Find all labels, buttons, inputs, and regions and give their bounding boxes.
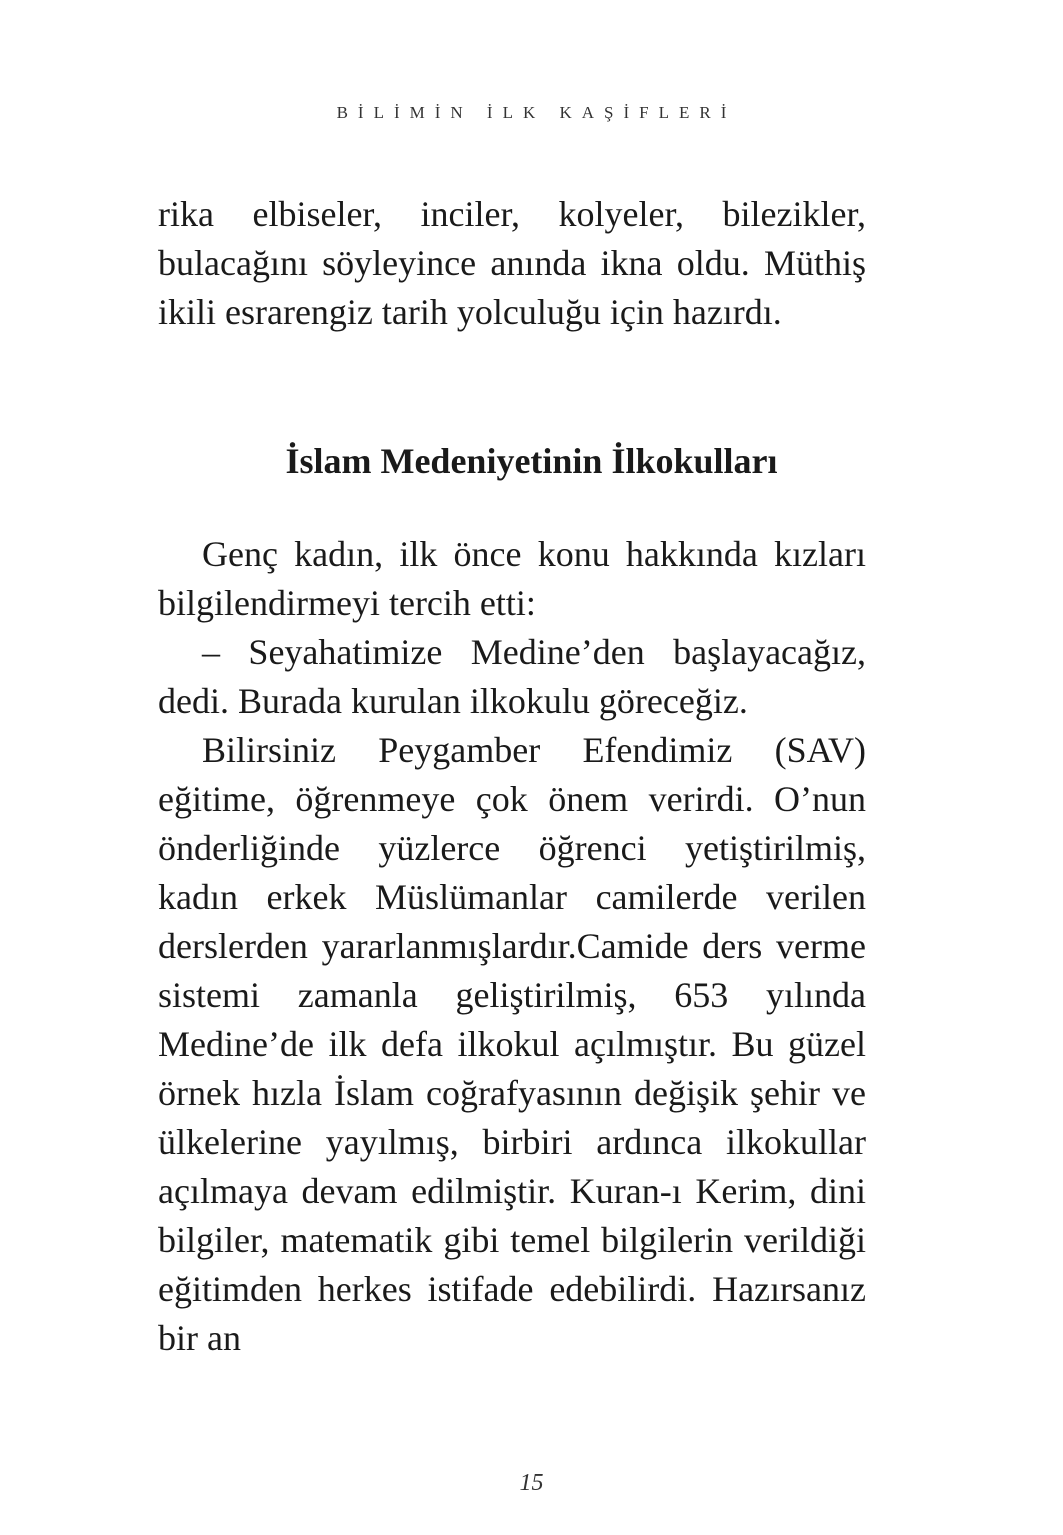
page-number: 15 (519, 1470, 544, 1496)
text-block-main (158, 530, 866, 1363)
running-header: BİLİMİN İLK KAŞİFLERİ (336, 103, 737, 122)
paragraph-dialogue: – Seyahatimize Medine’den başlayacağız, dedi. Burada kurulan ilkokulu göreceğiz. (158, 632, 866, 721)
section-title: İslam Medeniyetinin İlkokulları (285, 441, 778, 481)
paragraph-history: Bilirsiniz Peygamber Efendimiz (SAV) eğitime, öğrenmeye çok önem verirdi. O’nun önderliğinde yüzlerce öğrenci yetiştirilmiş, kadın erkek Müslümanlar camilerde verilen derslerden yararlanmışlardır.Camide ders verme sistemi zamanla geliştirilmiş, 653 yılında Medine’de ilk defa ilkokul açılmıştır. Bu güzel örnek hızla İslam coğrafyasının değişik şehir ve ülkelerine yayılmış, birbiri ardınca ilkokullar açılmaya devam edilmiştir. Kuran-ı Kerim, dini bilgiler, matematik gibi temel bilgilerin verildiği eğitimden herkes istifade edebilirdi. Hazırsanız bir an (158, 730, 866, 1358)
paragraph-intro: Genç kadın, ilk önce konu hakkında kızları bilgilendirmeyi tercih etti: (158, 534, 866, 623)
paragraph-continuation: rika elbiseler, inciler, kolyeler, bilezikler, bulacağını söyleyince anında ikna oldu. Müthiş ikili esrarengiz tarih yolculuğu için hazırdı. (158, 194, 866, 332)
text-block-top (158, 190, 866, 337)
